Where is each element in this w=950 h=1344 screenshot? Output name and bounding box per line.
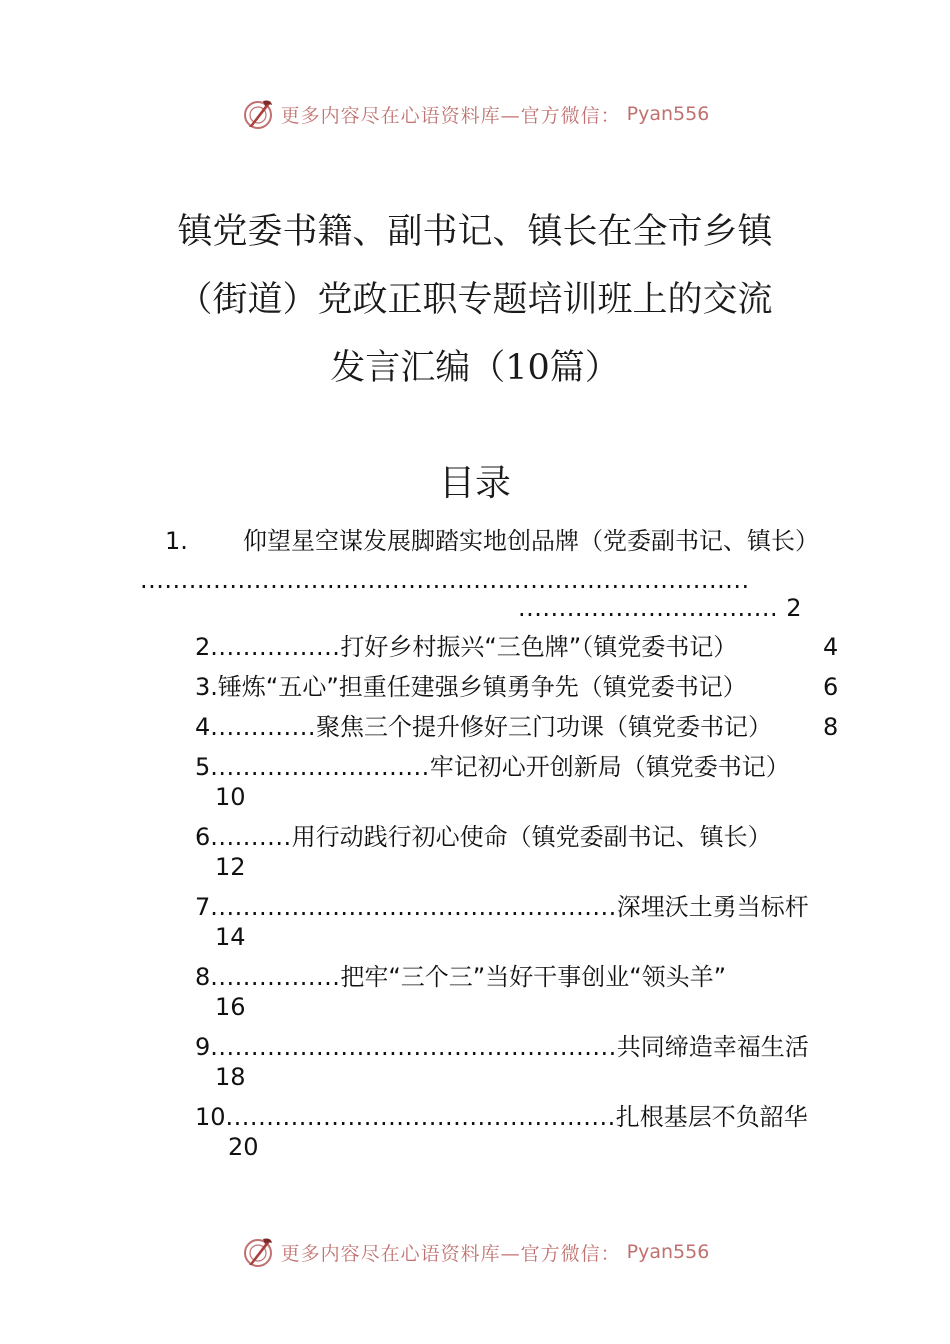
toc-entry-5-number: 5: [195, 753, 211, 781]
toc-entry-6-page: 12: [215, 853, 246, 881]
toc-entry-6: [195, 822, 772, 852]
toc-entry-1-title: 仰望星空谋发展脚踏实地创品牌（党委副书记、镇长）: [243, 527, 819, 555]
toc-entry-7-number: 7: [195, 893, 211, 921]
toc-leader-dots: ...........................: [210, 753, 430, 781]
watermark-wechat-id: Pyan556: [626, 103, 710, 125]
toc-entry-3-page: 6: [823, 673, 839, 701]
toc-entry-8: [195, 962, 726, 992]
watermark-wechat-id: Pyan556: [626, 1241, 710, 1263]
toc-leader-dots: ..........: [210, 823, 292, 851]
toc-entry-9: [195, 1032, 809, 1062]
toc-entry-3-number: 3.: [195, 673, 218, 701]
toc-entry-4-page: 8: [823, 713, 839, 741]
toc-entry-7-title: 深埋沃土勇当标杆: [616, 893, 809, 921]
toc-leader-dots: .............: [210, 713, 316, 741]
toc-entry-10-title: 扎根基层不负韶华: [615, 1103, 808, 1131]
watermark-banner-bottom: [0, 1234, 950, 1270]
toc-heading: 目录: [438, 463, 511, 504]
toc-entry-5-title: 牢记初心开创新局（镇党委书记）: [429, 753, 790, 781]
toc-leader-dots: ................: [210, 633, 341, 661]
toc-entry-7-page: 14: [215, 923, 246, 951]
toc-entry-10: [195, 1102, 808, 1132]
toc-entry-1-number: 1.: [165, 527, 188, 555]
toc-entry-6-title: 用行动践行初心使命（镇党委副书记、镇长）: [291, 823, 772, 851]
toc-entry-10-page: 20: [228, 1133, 259, 1161]
toc-entry-9-title: 共同缔造幸福生活: [616, 1033, 809, 1061]
toc-entry-2-title: 打好乡村振兴“三色牌”（镇党委书记）: [340, 633, 738, 661]
toc-entry-4-title: 聚焦三个提升修好三门功课（镇党委书记）: [315, 713, 772, 741]
toc-entry-5-page: 10: [215, 783, 246, 811]
toc-entry-10-number: 10: [195, 1103, 226, 1131]
toc-entry-7: [195, 892, 809, 922]
toc-entry-9-page: 18: [215, 1063, 246, 1091]
toc-entry-6-number: 6: [195, 823, 211, 851]
toc-leader-dots: ..................................................: [210, 893, 617, 921]
quill-logo-icon: [241, 1235, 275, 1269]
toc-entry-8-page: 16: [215, 993, 246, 1021]
toc-entry-8-title: 把牢“三个三”当好干事创业“领头羊”: [340, 963, 727, 991]
document-title-line-2: （街道）党政正职专题培训班上的交流: [177, 280, 773, 320]
watermark-text: 更多内容尽在心语资料库—官方微信：: [280, 104, 621, 127]
toc-entry-2-number: 2: [195, 633, 211, 661]
toc-leader-dots: ................................: [518, 594, 787, 622]
toc-entry-2: [195, 632, 737, 662]
document-title-line-1: 镇党委书籍、副书记、镇长在全市乡镇: [177, 212, 773, 252]
watermark-text: 更多内容尽在心语资料库—官方微信：: [280, 1242, 621, 1265]
toc-leader-dots: ...........................................................................: [140, 566, 750, 594]
toc-entry-3: [195, 672, 747, 702]
toc-entry-1-page: 2: [786, 594, 802, 622]
toc-leader-dots: ..................................................: [210, 1033, 617, 1061]
toc-entry-4-number: 4: [195, 713, 211, 741]
toc-entry-3-title: 锤炼“五心”担重任建强乡镇勇争先（镇党委书记）: [217, 673, 747, 701]
toc-leader-dots: ................................................: [225, 1103, 616, 1131]
toc-leader-dots: ................: [210, 963, 341, 991]
toc-entry-8-number: 8: [195, 963, 211, 991]
toc-entry-1-page-line: [518, 593, 802, 623]
document-title-line-3: 发言汇编（10篇）: [330, 348, 620, 388]
toc-entry-2-page: 4: [823, 633, 839, 661]
toc-entry-5: [195, 752, 790, 782]
toc-entry-4: [195, 712, 772, 742]
toc-entry-9-number: 9: [195, 1033, 211, 1061]
